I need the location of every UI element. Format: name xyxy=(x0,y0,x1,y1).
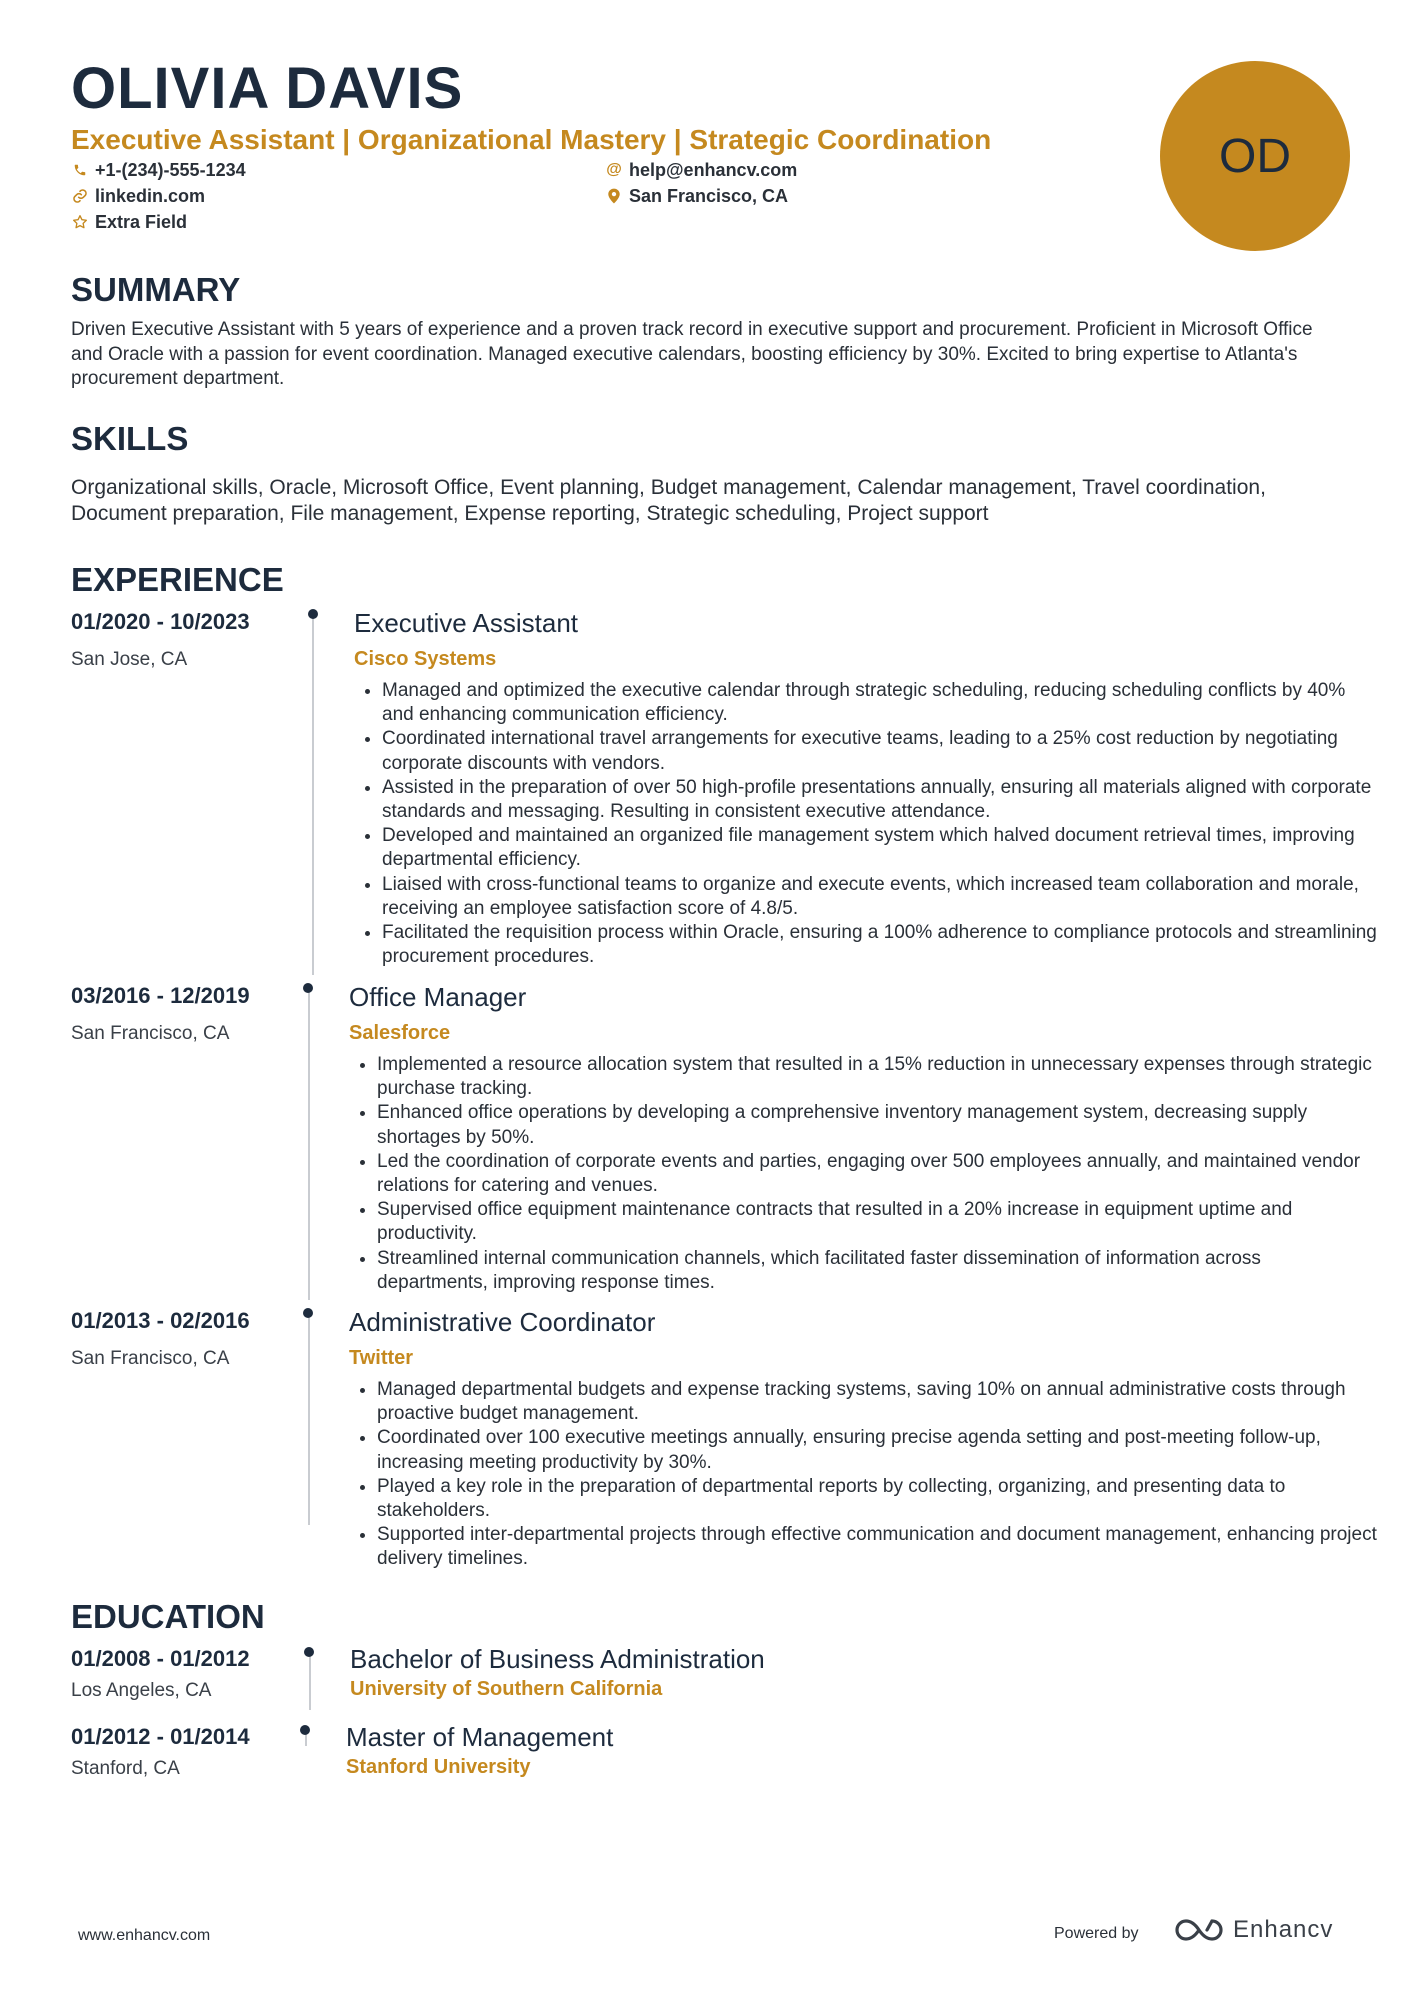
contact-extra xyxy=(71,210,187,234)
list-item: • Assisted in the preparation of over 50 high-profile presentations annually, ensuring all materials aligned with corporate standards and messaging. Resulting in consistent executive attendance. xyxy=(382,776,1382,824)
job-bullets xyxy=(353,1053,1377,1295)
job-company: Cisco Systems xyxy=(354,648,497,670)
edu-degree: Master of Management xyxy=(346,1722,614,1752)
list-item: • Implemented a resource allocation system that resulted in a 15% reduction in unnecessary expenses through strategic purchase tracking. xyxy=(377,1053,1377,1101)
edu-school: Stanford University xyxy=(346,1756,531,1778)
timeline-line xyxy=(309,1655,311,1710)
education-heading: EDUCATION xyxy=(71,1598,265,1635)
summary-text: Driven Executive Assistant with 5 years of experience and a proven track record in executive support and procurement. Proficient in Microsoft Office and Oracle with a passion for event coordination. Managed executive calendars, boosting efficiency by 30%. Excited to bring expertise to Atlanta's procurement department. xyxy=(71,319,1313,389)
edu-school: University of Southern California xyxy=(350,1678,663,1700)
list-item: • Coordinated over 100 executive meetings annually, ensuring precise agenda setting and post-meeting follow-up, increasing meeting productivity by 30%. xyxy=(377,1426,1377,1474)
list-item: • Developed and maintained an organized file management system which halved document retrieval times, improving departmental efficiency. xyxy=(382,824,1382,872)
extra-field-text: Extra Field xyxy=(95,212,188,232)
phone-text: +1-(234)-555-1234 xyxy=(95,160,246,180)
list-item: • Played a key role in the preparation of departmental reports by collecting, organizing, and presenting data to stakeholders. xyxy=(377,1475,1377,1523)
avatar-initials: OD xyxy=(1219,129,1291,183)
contact-linkedin[interactable] xyxy=(71,184,205,208)
list-item: • Supervised office equipment maintenance contracts that resulted in a 20% increase in equipment uptime and productivity. xyxy=(377,1198,1377,1246)
job-role: Executive Assistant xyxy=(354,608,578,638)
timeline-line xyxy=(308,1315,310,1525)
email-text: help@enhancv.com xyxy=(629,160,798,180)
job-role: Administrative Coordinator xyxy=(349,1307,656,1337)
enhancv-logo[interactable] xyxy=(1175,1916,1333,1944)
edu-dates: 01/2008 - 01/2012 xyxy=(71,1646,250,1671)
summary-heading: SUMMARY xyxy=(71,271,241,308)
phone-icon xyxy=(71,163,89,177)
timeline-dot xyxy=(308,609,318,619)
timeline-dot xyxy=(304,1647,314,1657)
timeline-line xyxy=(308,990,310,1300)
list-item: • Streamlined internal communication channels, which facilitated faster dissemination of information across departments, improving response times. xyxy=(377,1247,1377,1295)
timeline-dot xyxy=(300,1725,310,1735)
edu-dates: 01/2012 - 01/2014 xyxy=(71,1724,250,1749)
edu-degree: Bachelor of Business Administration xyxy=(350,1644,765,1674)
infinity-icon xyxy=(1175,1917,1223,1943)
link-icon xyxy=(71,188,89,204)
job-bullets xyxy=(358,679,1382,969)
job-dates: 03/2016 - 12/2019 xyxy=(71,983,250,1008)
skills-heading: SKILLS xyxy=(71,420,189,457)
list-item: • Coordinated international travel arrangements for executive teams, leading to a 25% cost reduction by negotiating corporate discounts with vendors. xyxy=(382,727,1382,775)
avatar xyxy=(1160,61,1350,251)
contact-phone xyxy=(71,158,246,182)
candidate-name: OLIVIA DAVIS xyxy=(71,56,464,121)
job-location: San Jose, CA xyxy=(71,649,188,670)
star-icon xyxy=(71,214,89,230)
skills-text: Organizational skills, Oracle, Microsoft Office, Event planning, Budget management, Calendar management, Travel coordination, Document preparation, File management, Expense reporting, Strategic scheduling, Project support xyxy=(71,476,1266,525)
job-location: San Francisco, CA xyxy=(71,1348,230,1369)
timeline-line xyxy=(312,617,314,975)
experience-heading: EXPERIENCE xyxy=(71,561,284,598)
list-item: • Liaised with cross-functional teams to organize and execute events, which increased team collaboration and morale, receiving an employee satisfaction score of 4.8/5. xyxy=(382,873,1382,921)
job-location: San Francisco, CA xyxy=(71,1023,230,1044)
list-item: • Led the coordination of corporate events and parties, engaging over 500 employees annually, and maintained vendor relations for catering and venues. xyxy=(377,1150,1377,1198)
job-dates: 01/2020 - 10/2023 xyxy=(71,609,250,634)
edu-location: Stanford, CA xyxy=(71,1758,180,1779)
footer-powered-by: Powered by xyxy=(1054,1925,1139,1942)
edu-location: Los Angeles, CA xyxy=(71,1680,212,1701)
list-item: • Managed and optimized the executive calendar through strategic scheduling, reducing scheduling conflicts by 40% and enhancing communication efficiency. xyxy=(382,679,1382,727)
job-role: Office Manager xyxy=(349,982,527,1012)
job-dates: 01/2013 - 02/2016 xyxy=(71,1308,250,1333)
linkedin-text: linkedin.com xyxy=(95,186,206,206)
brand-text: Enhancv xyxy=(1233,1916,1334,1943)
list-item: • Enhanced office operations by developing a comprehensive inventory management system, decreasing supply shortages by 50%. xyxy=(377,1101,1377,1149)
job-company: Twitter xyxy=(349,1347,414,1369)
timeline-dot xyxy=(303,1308,313,1318)
at-icon: @ xyxy=(606,161,622,178)
list-item: • Managed departmental budgets and expense tracking systems, saving 10% on annual administrative costs through proactive budget management. xyxy=(377,1378,1377,1426)
list-item: • Supported inter-departmental projects through effective communication and document management, enhancing project delivery timelines. xyxy=(377,1523,1377,1571)
list-item: • Facilitated the requisition process within Oracle, ensuring a 100% adherence to compliance protocols and streamlining procurement procedures. xyxy=(382,921,1382,969)
job-bullets xyxy=(353,1378,1377,1572)
timeline-dot xyxy=(303,983,313,993)
map-pin-icon xyxy=(605,188,623,204)
contact-location xyxy=(605,184,788,208)
location-text: San Francisco, CA xyxy=(629,186,789,206)
candidate-headline: Executive Assistant | Organizational Mastery | Strategic Coordination xyxy=(71,124,992,155)
contact-email[interactable] xyxy=(605,158,797,182)
footer-website[interactable]: www.enhancv.com xyxy=(78,1927,211,1944)
job-company: Salesforce xyxy=(349,1022,451,1044)
